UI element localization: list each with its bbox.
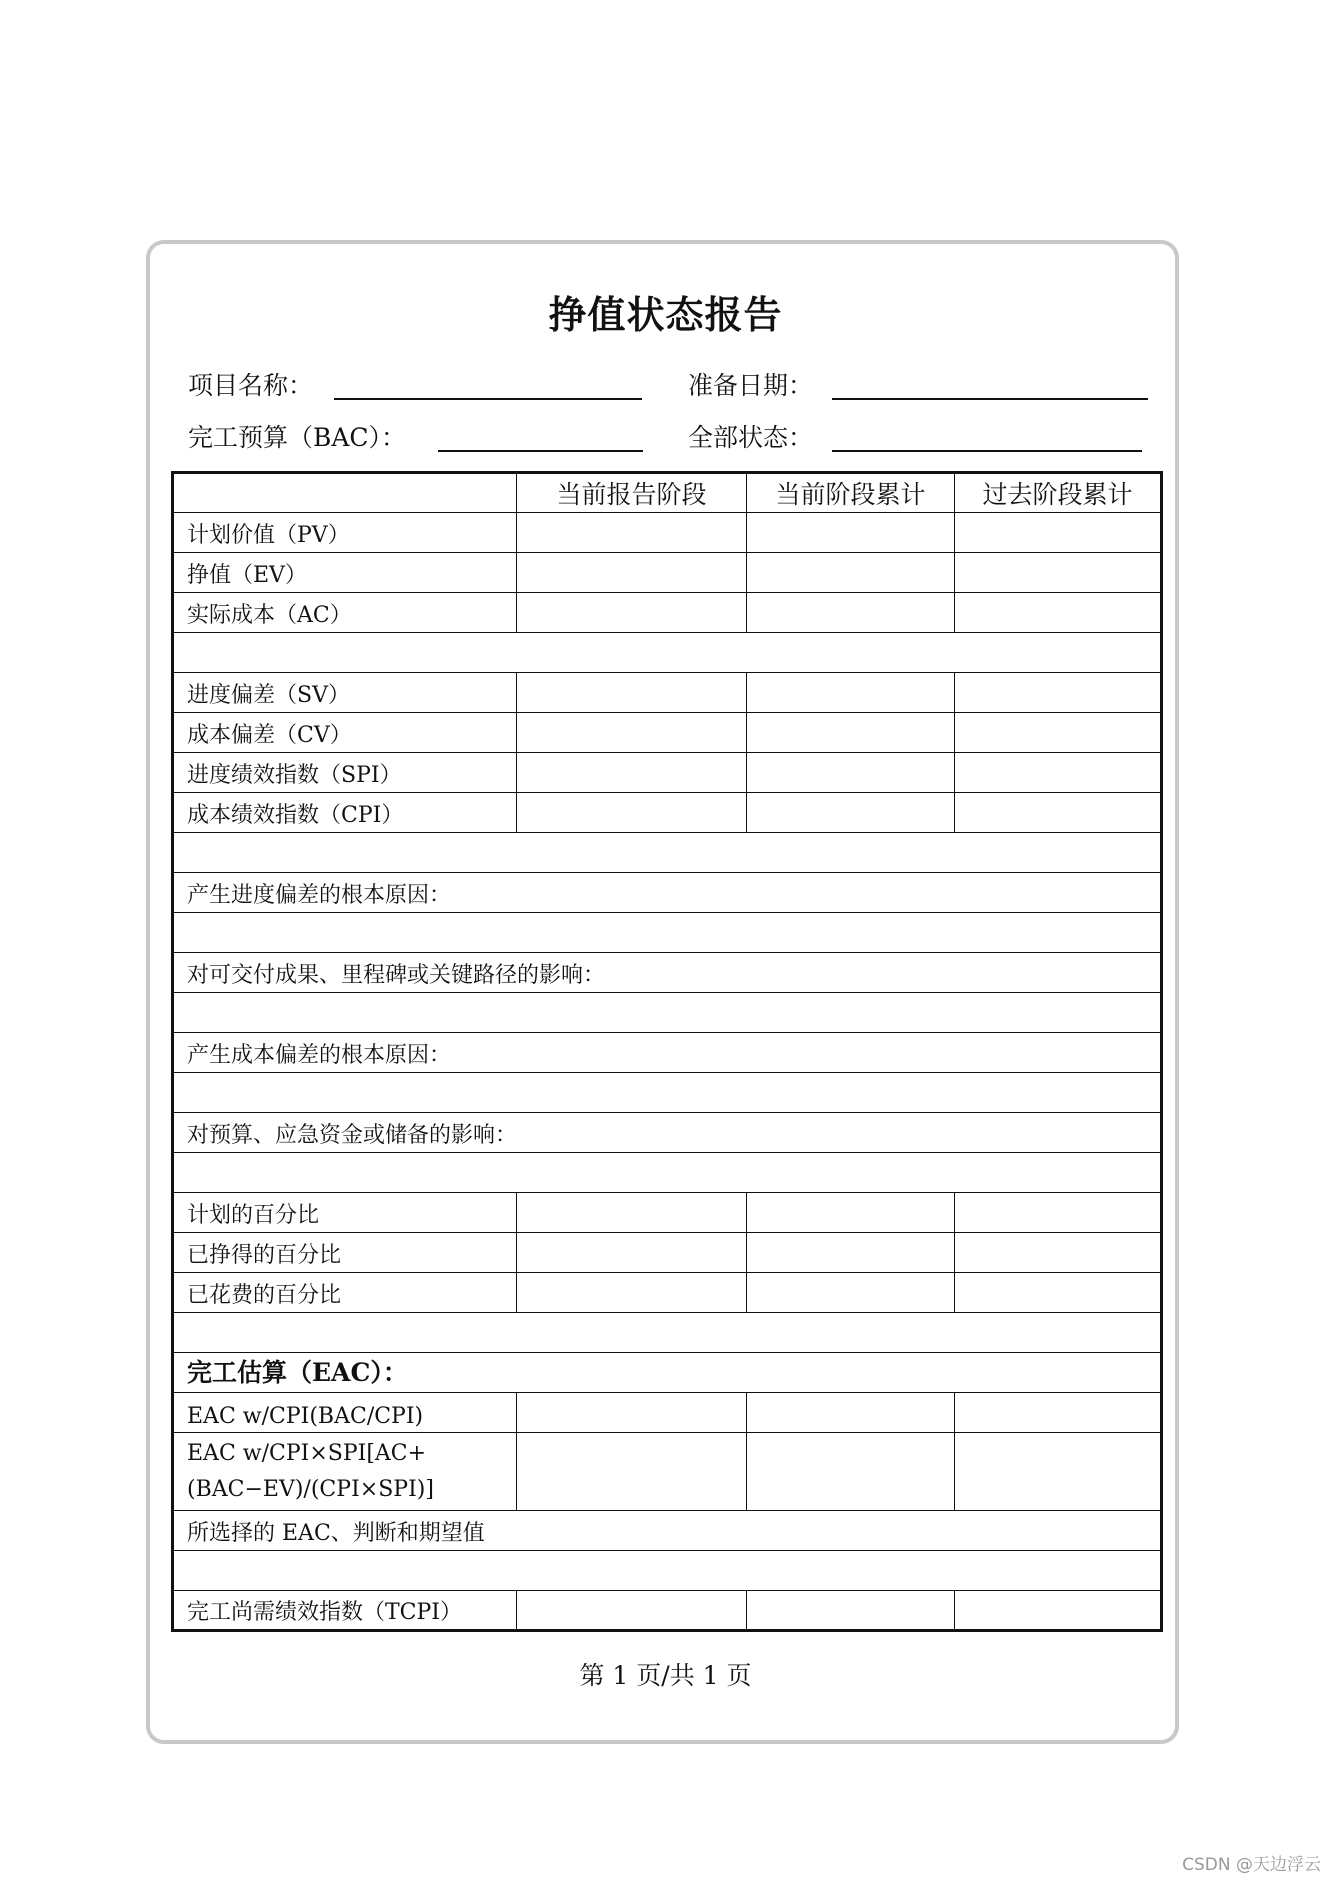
value-cell[interactable] bbox=[955, 1393, 1162, 1433]
answer-cell[interactable] bbox=[173, 993, 1162, 1033]
value-cell[interactable] bbox=[747, 553, 955, 593]
value-cell[interactable] bbox=[955, 713, 1162, 753]
table-row bbox=[173, 1433, 1162, 1511]
answer-cell[interactable] bbox=[173, 1551, 1162, 1591]
value-cell[interactable] bbox=[517, 1433, 747, 1511]
value-cell[interactable] bbox=[955, 753, 1162, 793]
table-row bbox=[173, 1273, 1162, 1313]
table-row bbox=[173, 553, 1162, 593]
table-row bbox=[173, 1193, 1162, 1233]
table-row bbox=[173, 593, 1162, 633]
value-cell[interactable] bbox=[517, 593, 747, 633]
value-cell[interactable] bbox=[517, 1393, 747, 1433]
value-cell[interactable] bbox=[747, 1273, 955, 1313]
row-label-sv-impact: 对可交付成果、里程碑或关键路径的影响： bbox=[173, 953, 1162, 993]
project-name-field bbox=[188, 366, 648, 402]
table-row bbox=[173, 1393, 1162, 1433]
answer-row bbox=[173, 993, 1162, 1033]
table-row bbox=[173, 1511, 1162, 1551]
value-cell[interactable] bbox=[517, 513, 747, 553]
value-cell[interactable] bbox=[955, 1193, 1162, 1233]
overall-status-label: 全部状态： bbox=[688, 423, 814, 452]
header-current-cumulative: 当前阶段累计 bbox=[747, 473, 955, 513]
row-label-cv-impact: 对预算、应急资金或储备的影响： bbox=[173, 1113, 1162, 1153]
value-cell[interactable] bbox=[517, 1233, 747, 1273]
value-cell[interactable] bbox=[517, 793, 747, 833]
spacer-cell bbox=[173, 633, 1162, 673]
header-current-period: 当前报告阶段 bbox=[517, 473, 747, 513]
prep-date-line[interactable] bbox=[832, 398, 1148, 400]
value-cell[interactable] bbox=[747, 1591, 955, 1631]
overall-status-field bbox=[688, 418, 1158, 454]
table-row bbox=[173, 513, 1162, 553]
value-cell[interactable] bbox=[955, 1591, 1162, 1631]
row-label-cv: 成本偏差（CV） bbox=[173, 713, 517, 753]
row-label-tcpi: 完工尚需绩效指数（TCPI） bbox=[173, 1591, 517, 1631]
header-past-cumulative: 过去阶段累计 bbox=[955, 473, 1162, 513]
value-cell[interactable] bbox=[517, 753, 747, 793]
bac-label: 完工预算（BAC）： bbox=[188, 423, 407, 452]
value-cell[interactable] bbox=[747, 1193, 955, 1233]
table-row bbox=[173, 793, 1162, 833]
page-title: 挣值状态报告 bbox=[548, 293, 783, 337]
prep-date-label: 准备日期： bbox=[688, 371, 814, 400]
table-row bbox=[173, 1353, 1162, 1393]
table-row bbox=[173, 1033, 1162, 1073]
ev-status-table bbox=[171, 471, 1163, 1632]
row-label-sv-cause: 产生进度偏差的根本原因： bbox=[173, 873, 1162, 913]
row-label-cv-cause: 产生成本偏差的根本原因： bbox=[173, 1033, 1162, 1073]
prep-date-field bbox=[688, 366, 1158, 402]
header-cell-blank bbox=[173, 473, 517, 513]
value-cell[interactable] bbox=[517, 713, 747, 753]
value-cell[interactable] bbox=[747, 753, 955, 793]
spacer-cell bbox=[173, 1313, 1162, 1353]
row-label-eac-selected: 所选择的 EAC、判断和期望值 bbox=[173, 1511, 1162, 1551]
project-name-label: 项目名称： bbox=[188, 371, 314, 400]
table-row bbox=[173, 753, 1162, 793]
table-header-row bbox=[173, 473, 1162, 513]
value-cell[interactable] bbox=[747, 1393, 955, 1433]
bac-line[interactable] bbox=[438, 450, 643, 452]
row-label-ac: 实际成本（AC） bbox=[173, 593, 517, 633]
answer-row bbox=[173, 913, 1162, 953]
row-label-pct-earned: 已挣得的百分比 bbox=[173, 1233, 517, 1273]
answer-row bbox=[173, 1551, 1162, 1591]
value-cell[interactable] bbox=[955, 1233, 1162, 1273]
answer-row bbox=[173, 1153, 1162, 1193]
spacer-row bbox=[173, 633, 1162, 673]
answer-cell[interactable] bbox=[173, 1073, 1162, 1113]
table-row bbox=[173, 953, 1162, 993]
value-cell[interactable] bbox=[747, 793, 955, 833]
value-cell[interactable] bbox=[747, 1233, 955, 1273]
table-row bbox=[173, 713, 1162, 753]
row-label-pv: 计划价值（PV） bbox=[173, 513, 517, 553]
spacer-cell bbox=[173, 833, 1162, 873]
eac-heading: 完工估算（EAC）： bbox=[173, 1353, 1162, 1393]
value-cell[interactable] bbox=[747, 713, 955, 753]
table-row bbox=[173, 1591, 1162, 1631]
value-cell[interactable] bbox=[517, 1273, 747, 1313]
value-cell[interactable] bbox=[955, 553, 1162, 593]
row-label-cpi: 成本绩效指数（CPI） bbox=[173, 793, 517, 833]
row-label-eac-cpi: EAC w/CPI(BAC/CPI) bbox=[173, 1393, 517, 1433]
table-row bbox=[173, 873, 1162, 913]
row-label-pct-planned: 计划的百分比 bbox=[173, 1193, 517, 1233]
project-name-line[interactable] bbox=[334, 398, 642, 400]
answer-cell[interactable] bbox=[173, 913, 1162, 953]
value-cell[interactable] bbox=[747, 1433, 955, 1511]
value-cell[interactable] bbox=[955, 513, 1162, 553]
spacer-row bbox=[173, 1313, 1162, 1353]
value-cell[interactable] bbox=[955, 793, 1162, 833]
table-row bbox=[173, 1113, 1162, 1153]
overall-status-line[interactable] bbox=[832, 450, 1142, 452]
page-number: 第 1 页/共 1 页 bbox=[579, 1661, 752, 1690]
value-cell[interactable] bbox=[747, 673, 955, 713]
value-cell[interactable] bbox=[517, 1591, 747, 1631]
value-cell[interactable] bbox=[747, 513, 955, 553]
table-row bbox=[173, 673, 1162, 713]
bac-field bbox=[188, 418, 648, 454]
spacer-row bbox=[173, 833, 1162, 873]
value-cell[interactable] bbox=[955, 1433, 1162, 1511]
row-label-ev: 挣值（EV） bbox=[173, 553, 517, 593]
value-cell[interactable] bbox=[517, 553, 747, 593]
table-row bbox=[173, 1233, 1162, 1273]
row-label-eac-cpi-spi: EAC w/CPI×SPI[AC+(BAC−EV)/(CPI×SPI)] bbox=[173, 1433, 517, 1511]
answer-cell[interactable] bbox=[173, 1153, 1162, 1193]
value-cell[interactable] bbox=[955, 673, 1162, 713]
value-cell[interactable] bbox=[517, 1193, 747, 1233]
row-label-pct-spent: 已花费的百分比 bbox=[173, 1273, 517, 1313]
value-cell[interactable] bbox=[517, 673, 747, 713]
row-label-spi: 进度绩效指数（SPI） bbox=[173, 753, 517, 793]
row-label-sv: 进度偏差（SV） bbox=[173, 673, 517, 713]
value-cell[interactable] bbox=[955, 593, 1162, 633]
watermark: CSDN @天边浮云 bbox=[1182, 1855, 1321, 1875]
value-cell[interactable] bbox=[955, 1273, 1162, 1313]
value-cell[interactable] bbox=[747, 593, 955, 633]
answer-row bbox=[173, 1073, 1162, 1113]
